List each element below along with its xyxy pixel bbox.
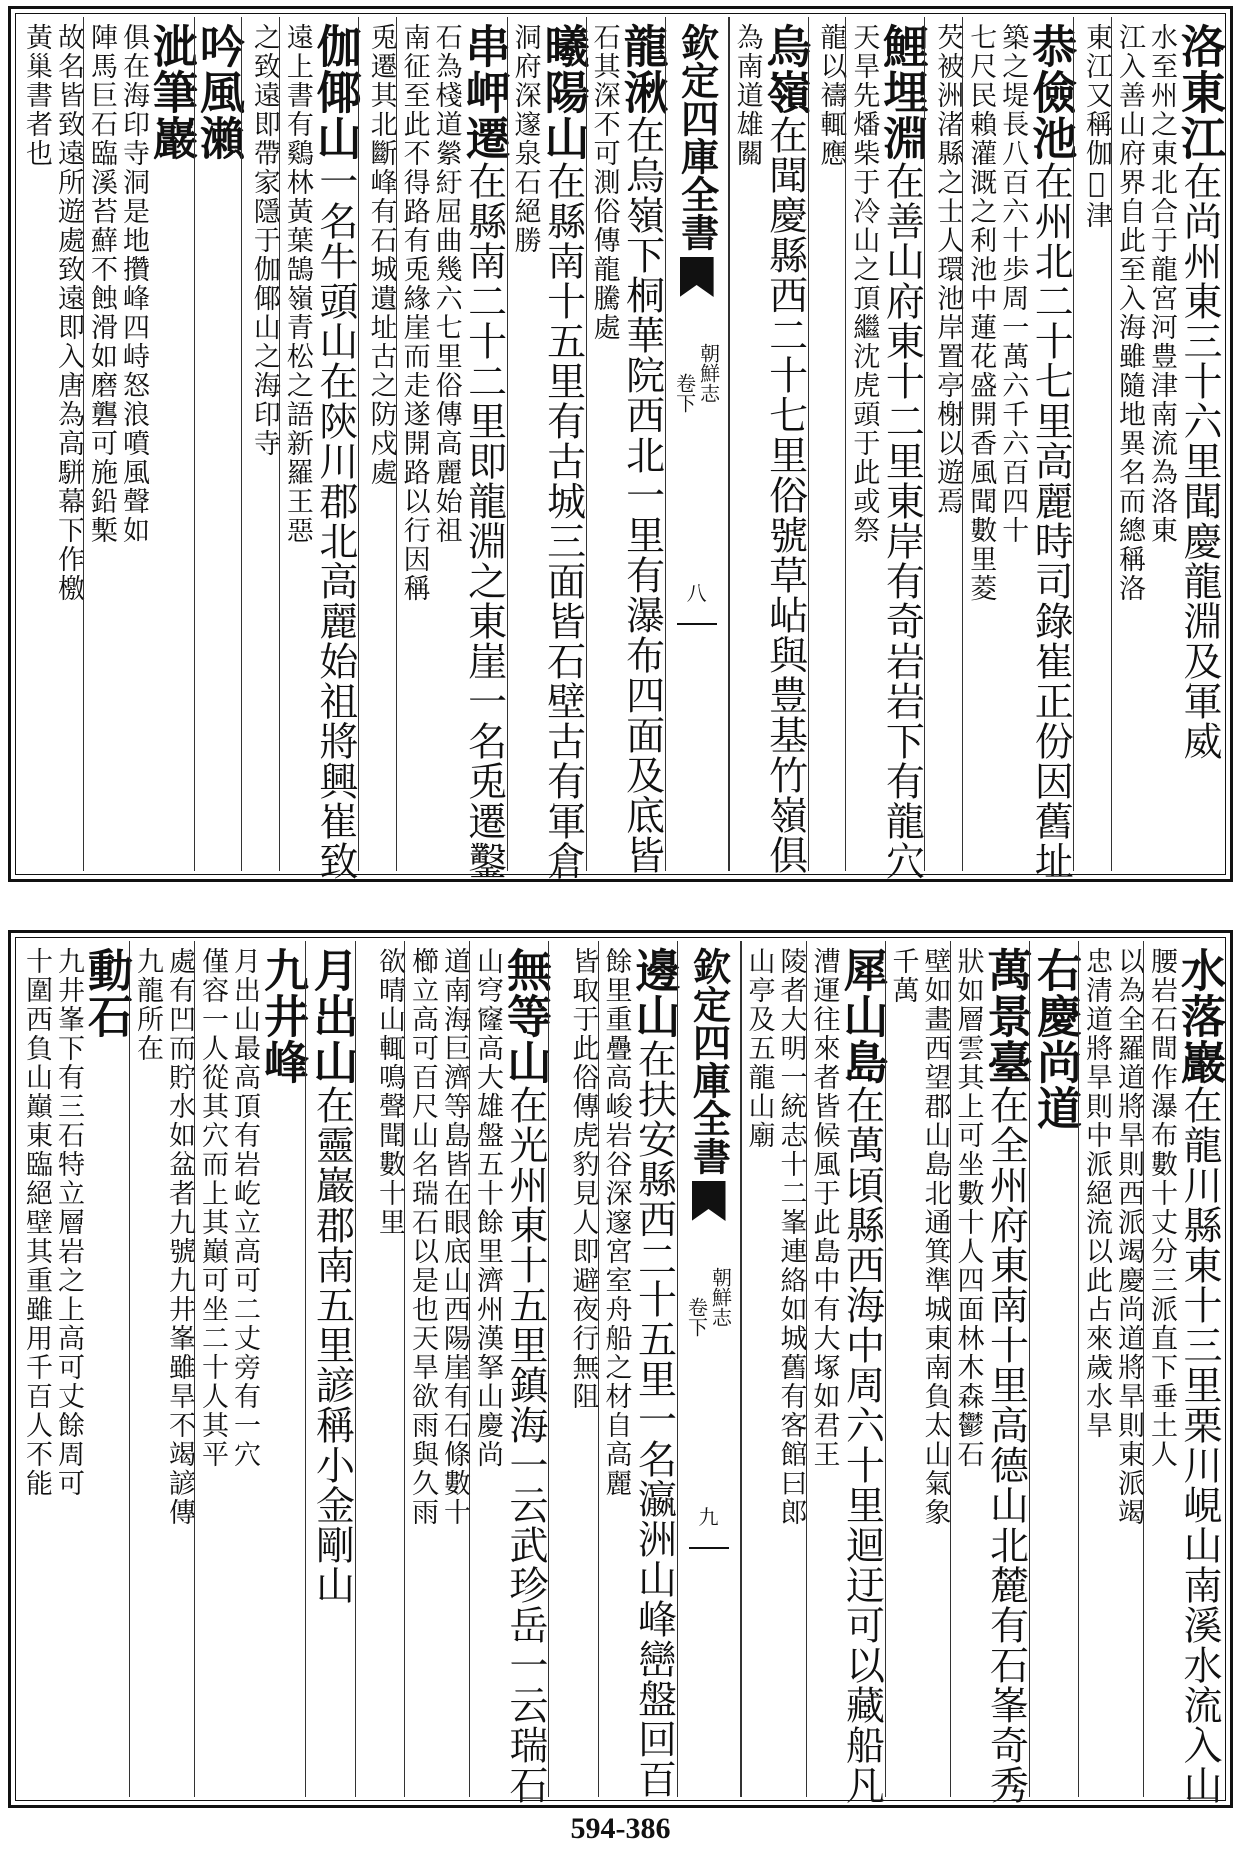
annotation-line: 七尺民賴灌溉之利池中蓮花盛開香風聞數里菱: [965, 23, 997, 603]
top-page-panel: [8, 6, 1233, 882]
entry-heading: 水落巖: [1173, 947, 1226, 1085]
book-title: 欽定四庫全書: [674, 23, 720, 251]
text-column: [1029, 941, 1082, 1797]
annotation-line: 忠清道將旱則中派絕流以此占來歲水旱: [1081, 947, 1112, 1440]
annotation-pair: [195, 947, 259, 1797]
annotation-pair: [846, 23, 878, 871]
annotation-line: 築之堤長八百六十歩周一萬六千六百四十: [997, 23, 1029, 545]
entry-heading: 無等山: [499, 947, 552, 1085]
annotation-pair: [1112, 23, 1176, 871]
column-line: [308, 23, 362, 881]
text-column: [1078, 941, 1143, 1797]
column-line: [457, 23, 511, 881]
annotation-line: 之致遠即帶家隱于伽倻山之海印寺: [248, 23, 280, 458]
entry-main-text: 一名牛頭山在陝川郡北高麗始祖將興崔致: [312, 161, 358, 881]
annotation-line: 芡被洲渚縣之士人環池岸置亭榭以遊焉: [932, 23, 964, 516]
entry-main-text: 在萬頃縣西海中周六十里迴迂可以藏船凡: [839, 1085, 885, 1805]
annotation-line: 山亭及五龍山廟: [743, 947, 775, 1150]
entry-main-text: 在全州府東南十里高德山北麓有石峯奇秀: [983, 1085, 1029, 1805]
entry-heading: 串岬遷: [457, 23, 511, 161]
text-column: [1143, 941, 1226, 1805]
volume-label: 卷下: [672, 373, 697, 413]
column-line: [499, 947, 552, 1805]
entry-heading: 動石: [80, 947, 133, 1039]
annotation-pair: [951, 947, 983, 1797]
annotation-line: 南征至此不得路有兎緣崖而走遂開路以行因稱: [398, 23, 430, 603]
annotation-pair: [19, 947, 83, 1797]
page-number: 八: [686, 581, 707, 605]
annotation-line: 天旱先燔柴于冷山之頂繼沈虎頭于此或祭: [848, 23, 880, 545]
annotation-line: 江入善山府界自此至入海雖隨地異名而總稱洛: [1114, 23, 1145, 603]
text-column: [19, 17, 83, 871]
annotation-line: 石其深不可測俗傳龍騰處: [588, 23, 620, 342]
entry-main-text: 在尚州東三十六里聞慶龍淵及軍威: [1177, 161, 1222, 761]
annotation-line: 處有凹而貯水如盆者九號九井峯雖旱不竭諺傳: [164, 947, 195, 1527]
text-column: [305, 941, 359, 1797]
annotation-line: 千萬: [887, 947, 919, 1005]
annotation-pair: [372, 947, 404, 1797]
entry-main-text: 在光州東十五里鎮海一云武珍岳一云瑞石: [503, 1085, 548, 1805]
annotation-line: 龍以禱輒應: [815, 23, 847, 168]
column-line: [758, 23, 812, 875]
text-column: [83, 17, 199, 871]
annotation-pair: [247, 23, 279, 871]
text-column: [129, 941, 194, 1797]
column-line: [256, 947, 309, 1797]
center-fold-column: [665, 17, 729, 871]
entry-heading: 月出山: [305, 947, 359, 1085]
text-column: [950, 941, 1033, 1805]
text-column: [741, 941, 806, 1797]
entry-heading: 恭儉池: [1024, 23, 1078, 161]
annotation-pair: [470, 947, 502, 1797]
annotation-line: 陵者大明一統志十二峯連絡如城舊有客館曰郎: [775, 947, 807, 1527]
entry-heading: 洛東江: [1173, 23, 1226, 161]
annotation-pair: [730, 23, 762, 871]
bottom-page-columns: [19, 941, 1226, 1805]
column-line: [1029, 947, 1082, 1797]
annotation-pair: [587, 23, 619, 871]
column-line: [875, 23, 929, 881]
center-fold-column: [677, 941, 741, 1797]
annotation-line: 東江又稱伽𠴀津: [1081, 23, 1112, 230]
annotation-line: 十圍西負山巔東臨絕壁其重雖用千百人不能: [21, 947, 52, 1498]
annotation-pair: [813, 23, 845, 871]
annotation-line: 月出山最高頂有岩屹立高可二丈旁有一穴: [229, 947, 260, 1469]
page-number: 九: [698, 1505, 719, 1529]
entry-heading: 鯉埋淵: [875, 23, 929, 161]
annotation-line: 漕運往來者皆候風于此島中有大塚如君王: [808, 947, 840, 1469]
text-column: [507, 17, 590, 881]
annotation-line: 腰岩石間作瀑布數十丈分三派直下垂土人: [1146, 947, 1177, 1469]
text-column: [241, 17, 279, 871]
column-line: [835, 947, 889, 1805]
text-column: [19, 941, 133, 1797]
annotation-line: 石為棧道縈紆屈曲幾六七里俗傳高麗始祖: [430, 23, 462, 545]
annotation-line: 櫛立高可百尺山名瑞石以是也天旱欲雨與久雨: [407, 947, 438, 1527]
entry-heading: 九井峰: [256, 947, 309, 1085]
entry-main-text: 在烏嶺下桐華院西北一里有瀑布四面及底皆: [619, 115, 665, 875]
column-line: [979, 947, 1033, 1805]
entry-heading: 右慶尚道: [1029, 947, 1082, 1131]
column-line: [145, 23, 199, 871]
entry-heading: 泚筆巖: [145, 23, 199, 161]
text-column: [1111, 17, 1226, 871]
entry-heading: 邊山: [627, 947, 681, 1039]
entry-main-text: 在靈巖郡南五里諺稱小金剛山: [309, 1085, 355, 1605]
annotation-line: 故名皆致遠所遊處致遠即入唐為高駢幕下作檄: [53, 23, 85, 603]
book-name: 朝鮮志: [708, 1267, 733, 1327]
text-column: [1073, 17, 1111, 871]
fishtail-mark-icon: [680, 257, 714, 297]
text-column: [962, 17, 1078, 881]
entry-heading: 烏嶺: [758, 23, 812, 115]
annotation-pair: [405, 947, 469, 1797]
annotation-line: 狀如層雲其上可坐數十人四面林木森鬱石: [952, 947, 984, 1469]
entry-main-text: 在聞慶縣西二十七里俗號草岾與豊基竹嶺俱: [762, 115, 808, 875]
column-line: [80, 947, 133, 1797]
entry-heading: 龍湫: [615, 23, 669, 115]
entry-heading: 曦陽山: [536, 23, 590, 161]
entry-main-text: 在縣南二十二里即龍淵之東崖一名兎遷鑿: [461, 161, 507, 881]
annotation-line: 皆取于此俗傳虎豹見人即避夜行無阻: [567, 947, 599, 1411]
text-column: [192, 17, 246, 871]
column-line: [1024, 23, 1078, 881]
top-page-columns: [19, 17, 1226, 881]
annotation-pair: [1079, 23, 1111, 871]
text-column: [808, 17, 846, 871]
annotation-pair: [807, 947, 839, 1797]
annotation-pair: [19, 23, 83, 871]
entry-main-text: 在善山府東十二里東岸有奇岩岩下有龍穴: [879, 161, 925, 881]
annotation-line: 山穹窿高大雄盤五十餘里濟州漢拏山慶尚: [472, 947, 503, 1469]
column-line: [305, 947, 359, 1797]
column-line: [615, 23, 669, 875]
entry-heading: 吟風瀨: [192, 23, 246, 161]
annotation-pair: [280, 23, 312, 871]
fold-rule: [689, 1547, 729, 1549]
annotation-line: 俱在海印寺洞是地攢峰四峙怒浪噴風聲如: [118, 23, 150, 545]
fold-rule: [677, 623, 717, 625]
annotation-pair: [397, 23, 461, 871]
column-line: [192, 23, 246, 871]
column-line: [1173, 947, 1226, 1805]
text-column: [396, 17, 511, 881]
volume-label: 卷下: [684, 1297, 709, 1337]
annotation-pair: [963, 23, 1027, 871]
annotation-line: 九井峯下有三石特立層岩之上高可丈餘周可: [53, 947, 84, 1498]
annotation-pair: [84, 23, 148, 871]
annotation-pair: [1079, 947, 1143, 1797]
annotation-line: 洞府深邃泉石絕勝: [509, 23, 541, 255]
book-title: 欽定四庫全書: [686, 947, 732, 1175]
text-column: [729, 17, 812, 875]
text-column: [404, 941, 469, 1797]
text-column: [885, 941, 950, 1797]
text-column: [586, 17, 669, 875]
text-column: [924, 17, 962, 871]
text-column: [598, 941, 681, 1799]
book-name: 朝鮮志: [696, 343, 721, 403]
annotation-pair: [364, 23, 396, 871]
annotation-line: 僅容一人從其穴而上其巔可坐二十人其平: [197, 947, 228, 1469]
annotation-line: 九龍所在: [132, 947, 163, 1063]
text-column: [469, 941, 552, 1805]
entry-heading: 犀山島: [835, 947, 889, 1085]
annotation-line: 道南海巨濟等島皆在眼底山西陽崖有石條數十: [439, 947, 470, 1527]
fishtail-mark-icon: [692, 1181, 726, 1221]
page-footer-code: 594-386: [570, 1812, 671, 1845]
text-column: [548, 941, 598, 1797]
annotation-pair: [130, 947, 194, 1797]
entry-main-text: 在扶安縣西二十五里一名瀛洲山峰巒盤回百: [631, 1039, 677, 1799]
annotation-pair: [566, 947, 598, 1797]
annotation-pair: [599, 947, 631, 1797]
text-column: [355, 941, 405, 1797]
annotation-line: 黃巢書者也: [21, 23, 53, 168]
annotation-line: 遠上書有鷄林黃葉鵠嶺青松之語新羅王惡: [281, 23, 313, 545]
annotation-line: 兎遷其北斷峰有石城遺址古之防戍處: [365, 23, 397, 487]
annotation-line: 陣馬巨石臨溪苔蘚不蝕滑如磨礱可施鉛槧: [86, 23, 118, 545]
annotation-line: 壁如畫西望郡山島北通箕準城東南負太山氣象: [919, 947, 951, 1527]
annotation-line: 以為全羅道將旱則西派竭慶尚道將旱則東派竭: [1113, 947, 1144, 1527]
annotation-line: 欲晴山輒鳴聲聞數十里: [374, 947, 405, 1237]
entry-main-text: 在龍川縣東十三里栗川峴山南溪水流入山: [1177, 1085, 1222, 1805]
text-column: [279, 17, 362, 881]
annotation-pair: [1144, 947, 1176, 1797]
annotation-line: 水至州之東北合于龍宮河豊津南流為洛東: [1146, 23, 1177, 545]
annotation-line: 為南道雄關: [731, 23, 763, 168]
annotation-pair: [508, 23, 540, 871]
annotation-line: 餘里重疊高峻岩谷深邃宮室舟船之材自高麗: [600, 947, 632, 1498]
entry-heading: 萬景臺: [979, 947, 1033, 1085]
annotation-pair: [742, 947, 806, 1797]
entry-main-text: 在縣南十五里有古城三面皆石壁古有軍倉: [540, 161, 586, 881]
column-line: [1173, 23, 1226, 871]
annotation-pair: [886, 947, 950, 1797]
text-column: [806, 941, 889, 1805]
column-line: [536, 23, 590, 881]
text-column: [845, 17, 929, 881]
entry-main-text: 在州北二十七里高麗時司錄崔正份因舊址: [1028, 161, 1074, 881]
annotation-pair: [930, 23, 962, 871]
column-line: [627, 947, 681, 1799]
entry-heading: 伽倻山: [308, 23, 362, 161]
bottom-page-panel: [8, 930, 1233, 1808]
text-column: [194, 941, 309, 1797]
text-column: [358, 17, 396, 871]
